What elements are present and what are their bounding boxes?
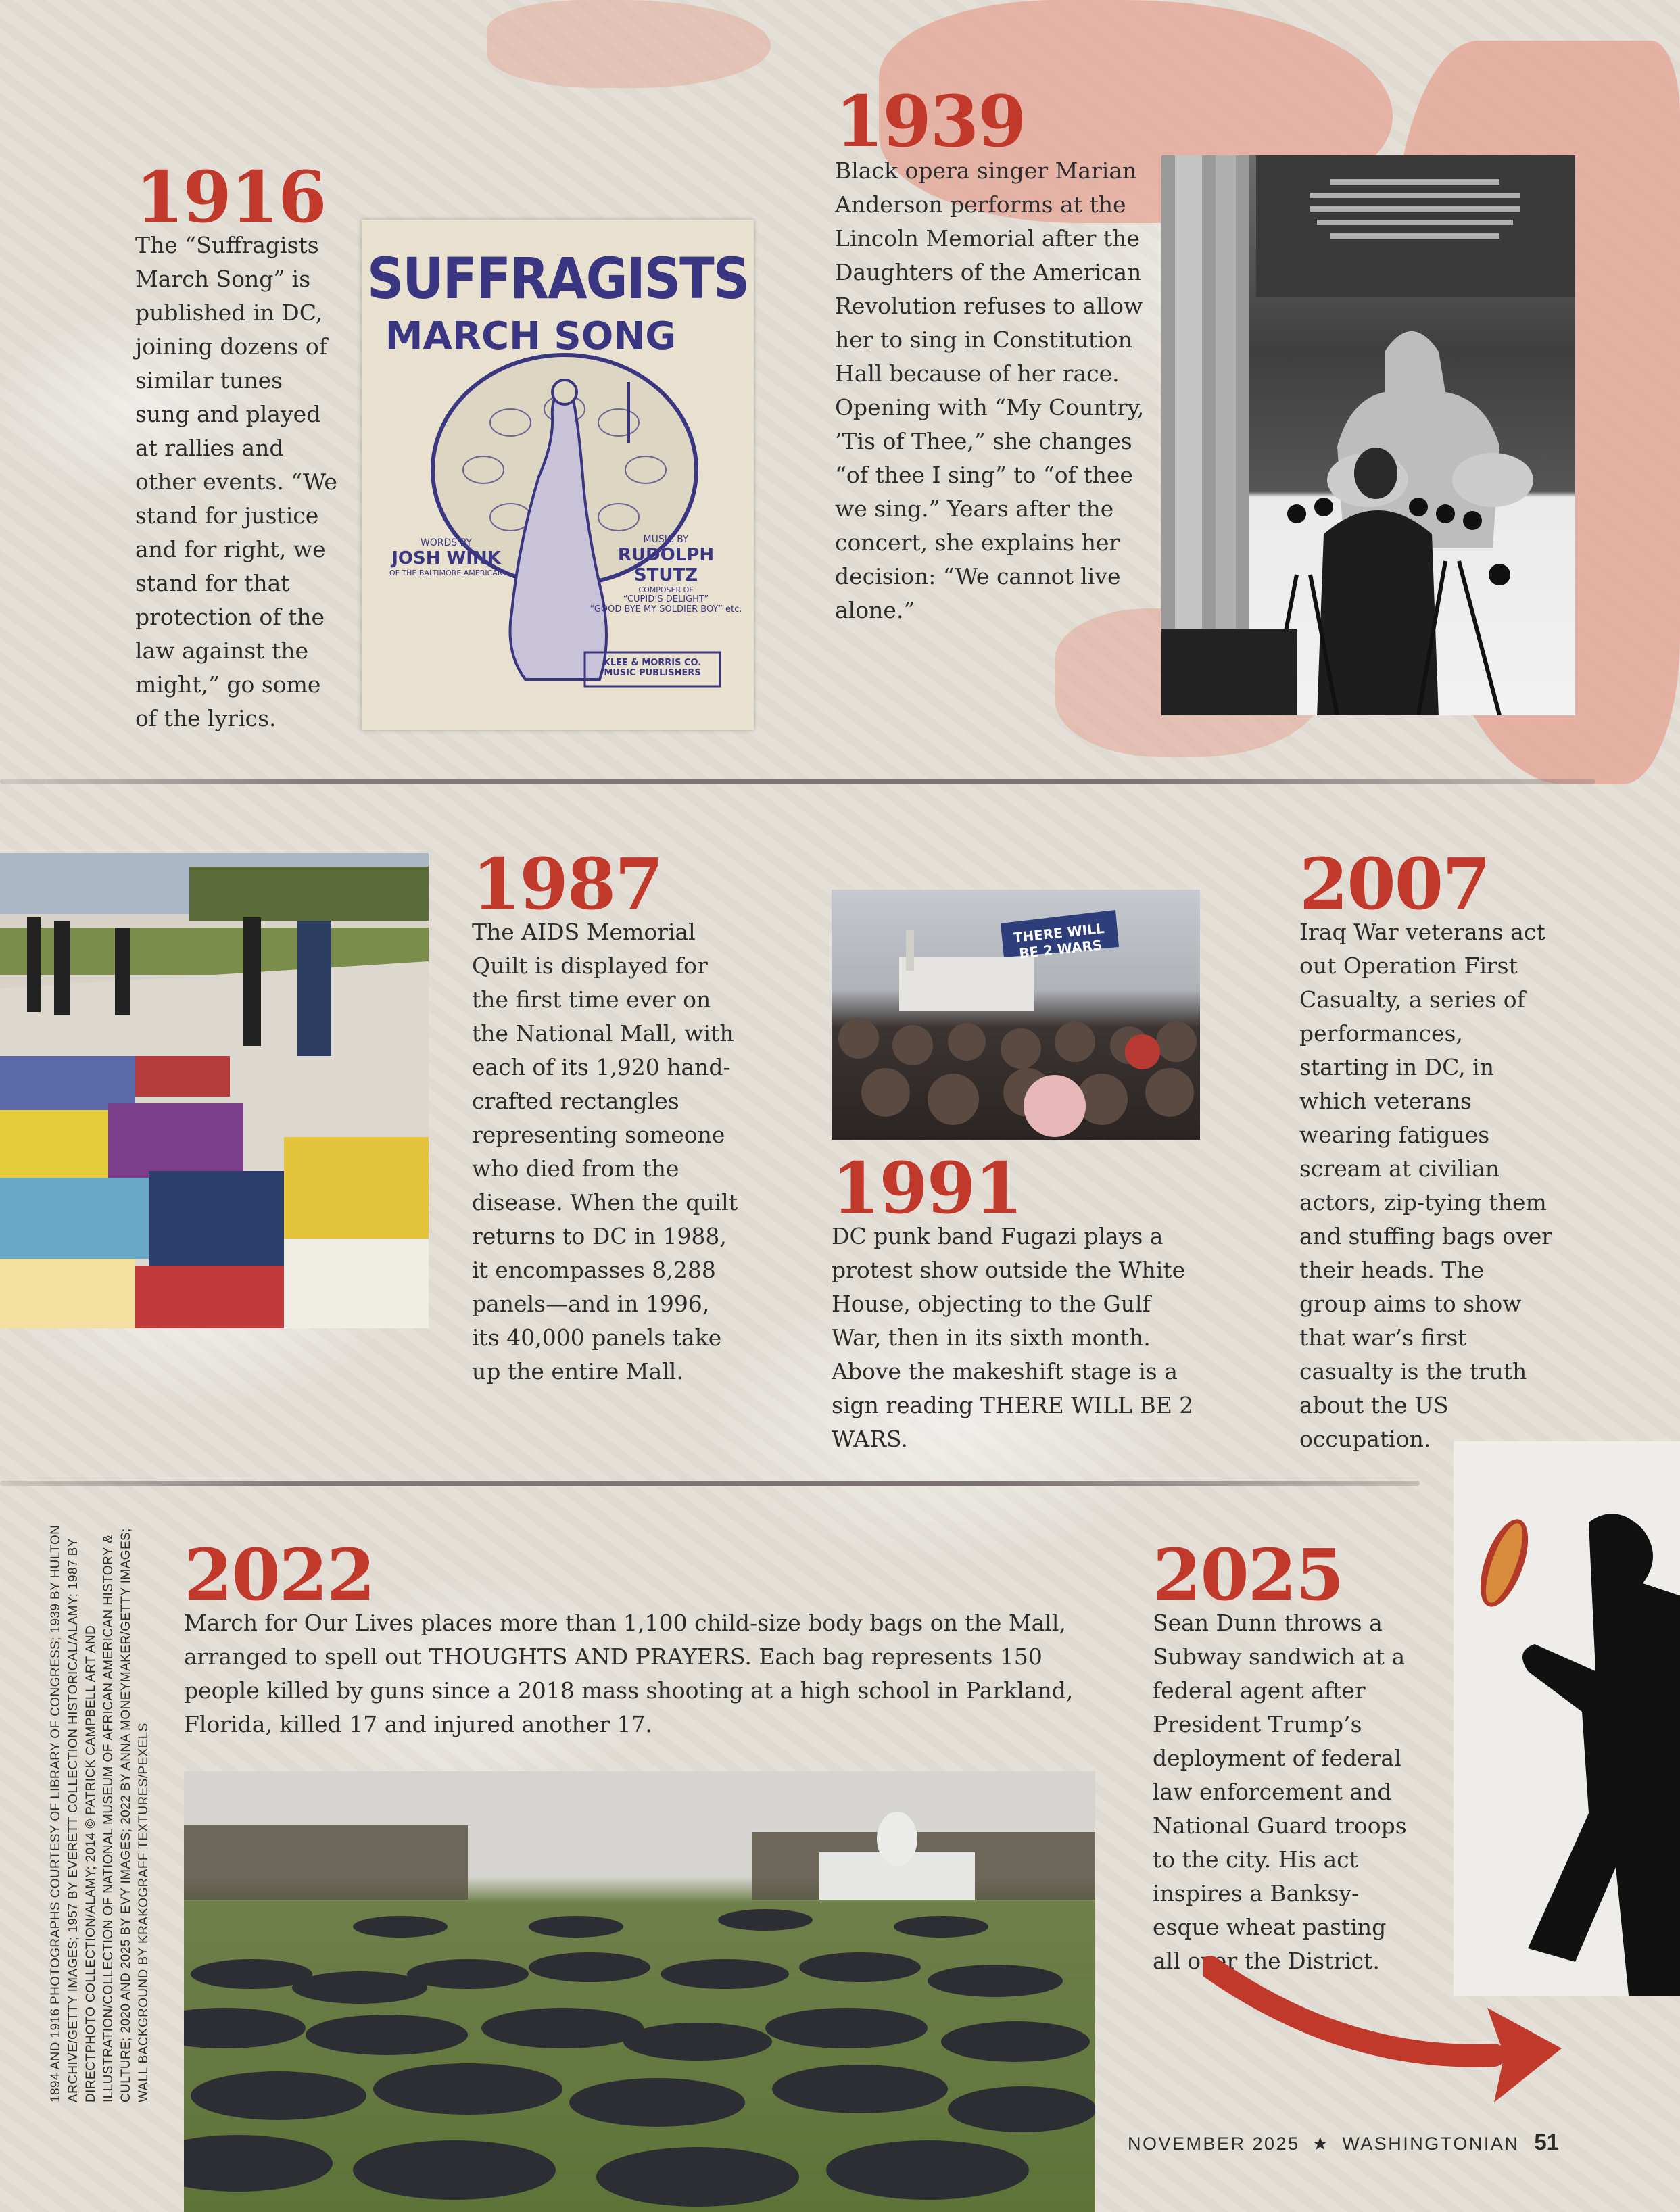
sheet-music-title: SUFFRAGISTS xyxy=(366,245,749,312)
year-2022: 2022 xyxy=(184,1533,375,1616)
divider-line xyxy=(0,1481,1420,1486)
lyricist-affiliation: OF THE BALTIMORE AMERICAN xyxy=(389,569,504,577)
composer-note: COMPOSER OF xyxy=(638,585,694,594)
photo-credit: 1894 AND 1916 PHOTOGRAPHS COURTESY OF LIBRARY OF CONGRESS; 1939 BY HULTON ARCHIVE/GETTY IMAGES; 1957 BY EVERETT COLLECTION HISTORICAL/ALAMY; 1987 BY DIRECTPHOTO COLLECTION/ALAMY; 2014 © PATRICK CAMPBELL ART AND ILLUSTRATION/COLLECTION OF NATIONAL MUSEUM OF AFRICAN AMERICAN HISTORY & CULTURE; 2020 AND 2025 BY EVY IMAGES; 2022 BY ANNA MONEYMAKER/GETTY IMAGES; WALL BACKGROUND BY KRAKOGRAFF TEXTURES/PEXELS xyxy=(49,1524,151,2102)
sheet-music-publisher: KLEE & MORRIS CO. MUSIC PUBLISHERS xyxy=(603,658,702,678)
year-1916: 1916 xyxy=(135,155,326,239)
star-icon: ★ xyxy=(1312,2134,1330,2154)
red-arrow-icon xyxy=(1203,1947,1582,2123)
photo-fugazi-protest xyxy=(832,890,1200,1140)
year-1939: 1939 xyxy=(835,80,1026,163)
banksy-wheat-paste-art xyxy=(1454,1441,1680,1996)
entry-2022-text: March for Our Lives places more than 1,100 child-size body bags on the Mall, arranged to spell out THOUGHTS AND PRAYERS. Each bag represents 150 people killed by guns since a 2018 mass shooting at a high school in Parkland, Florida, killed 17 and injured another 17. xyxy=(184,1610,1074,1737)
music-by-label: MUSIC BY xyxy=(643,534,689,545)
entry-2007-text: Iraq War veterans act out Operation First Casualty, a series of performances, starting in DC, in which veterans wearing fatigues scream at civilian actors, zip-tying them and stuffing bags over their heads. The group aims to show that war’s first casualty is the truth about the US occupation. xyxy=(1299,919,1553,1452)
composer-work: “GOOD BYE MY SOLDIER BOY” etc. xyxy=(590,604,742,615)
photo-body-bags-mall xyxy=(184,1771,1095,2212)
page-number: 51 xyxy=(1534,2130,1560,2155)
lyricist-name: JOSH WINK xyxy=(391,548,501,569)
entry-2025-text: Sean Dunn throws a Subway sandwich at a federal agent after President Trump’s deployment of federal law enforcement and National Guard troops to the city. His act inspires a Banksy-esque wheat pasting all over the District. xyxy=(1153,1610,1407,1974)
footer-issue-date: NOVEMBER 2025 xyxy=(1128,2134,1300,2154)
photo-aids-quilt xyxy=(0,853,429,1328)
paint-splash xyxy=(487,0,771,88)
sheet-music-music-credit xyxy=(585,534,747,615)
photo-marian-anderson xyxy=(1161,155,1575,715)
year-2007: 2007 xyxy=(1299,842,1490,925)
composer-work: “CUPID’S DELIGHT” xyxy=(623,594,709,604)
sheet-music-cover xyxy=(362,220,754,730)
words-by-label: WORDS BY xyxy=(420,537,473,548)
footer-magazine: WASHINGTONIAN xyxy=(1342,2134,1520,2154)
entry-1939-text: Black opera singer Marian Anderson performs at the Lincoln Memorial after the Daughters of the American Revolution refuses to allow her to sing in Constitution Hall because of her race. Opening with “My Country, ’Tis of Thee,” she changes “of thee I sing” to “of thee we sing.” Years after the concert, she explains her decision: “We cannot live alone.” xyxy=(835,158,1145,623)
divider-line xyxy=(0,779,1595,784)
page-footer xyxy=(1128,2130,1559,2155)
entry-1991-text: DC punk band Fugazi plays a protest show outside the White House, objecting to the Gulf War, then in its sixth month. Above the makeshift stage is a sign reading THERE WILL BE 2 WARS. xyxy=(832,1223,1194,1452)
entry-1987-text: The AIDS Memorial Quilt is displayed for the first time ever on the National Mall, with each of its 1,920 hand-crafted rectangles representing someone who died from the disease. When the quilt returns to DC in 1988, it encompasses 8,288 panels—and in 1996, its 40,000 panels take up the entire Mall. xyxy=(472,919,738,1385)
entry-1916-text: The “Suffragists March Song” is published in DC, joining dozens of similar tunes sung and played at rallies and other events. “We stand for justice and for right, we stand for that protection of the law against the might,” go some of the lyrics. xyxy=(135,232,337,731)
year-1991: 1991 xyxy=(832,1147,1022,1230)
photo-sign-text: THERE WILL BE 2 WARS xyxy=(1012,920,1105,962)
year-1987: 1987 xyxy=(472,842,663,925)
composer-name: RUDOLPH STUTZ xyxy=(617,545,715,585)
sheet-music-subtitle: MARCH SONG xyxy=(385,314,677,358)
sheet-music-words-credit xyxy=(375,537,517,577)
year-2025: 2025 xyxy=(1153,1533,1343,1616)
